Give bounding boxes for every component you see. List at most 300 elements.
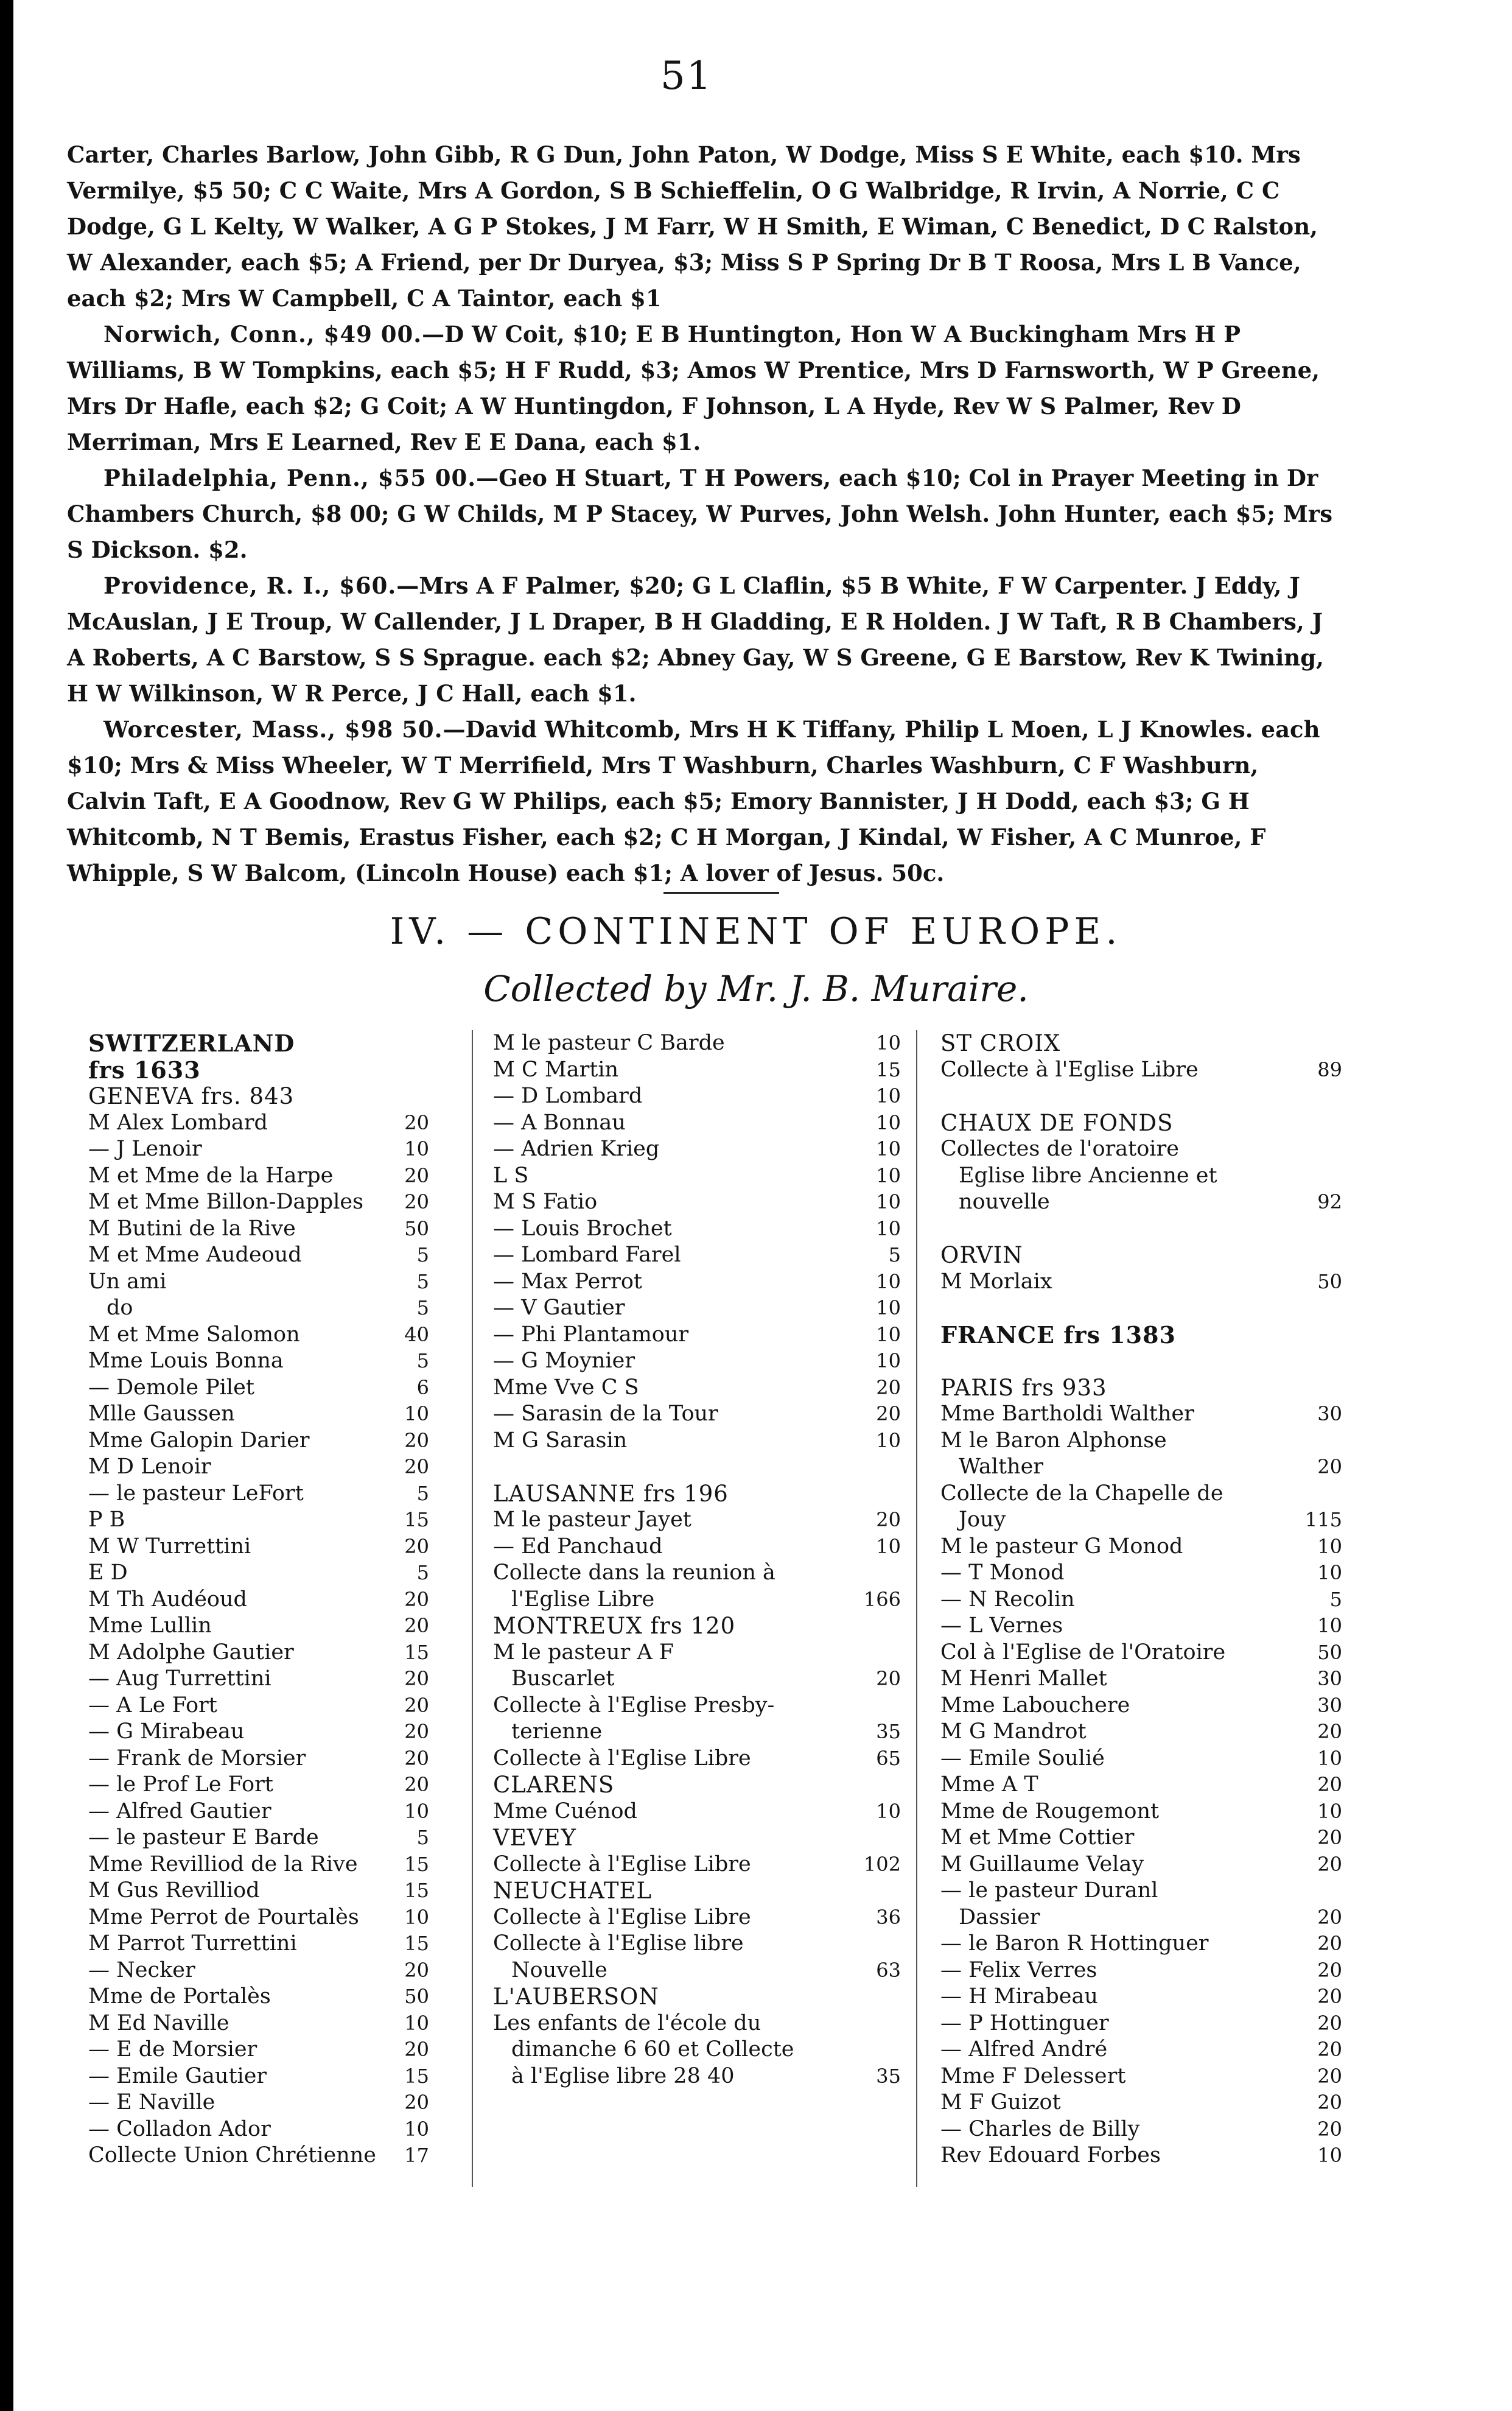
city-heading [493,1772,901,1799]
donor-name: M et Mme de la Harpe [88,1163,334,1188]
donor-name: — le Baron R Hottinguer [940,1931,1209,1956]
donor-name: Collecte à l'Eglise Libre [493,1746,751,1771]
donation-amount: 166 [863,1587,901,1611]
donation-entry [88,1401,429,1428]
donor-name: Mme Lullin [88,1613,212,1638]
donation-entry [88,1984,429,2010]
donor-name: Nouvelle [511,1957,607,1982]
donation-amount: 10 [876,1296,901,1319]
donor-name: Collecte de la Chapelle de [940,1481,1223,1506]
donor-name: Rev Edouard Forbes [940,2143,1161,2167]
donor-name: Collecte à l'Eglise Presby- [493,1693,775,1718]
donor-name: M G Mandrot [940,1719,1087,1744]
donor-name: Mme Galopin Darier [88,1428,310,1453]
city-heading [940,1030,1342,1057]
donation-entry [88,1587,429,1613]
donor-name: — le pasteur LeFort [88,1481,304,1506]
donation-amount: 35 [876,2064,901,2088]
donor-name: — Colladon Ador [88,2116,271,2141]
donation-amount: 20 [404,1428,429,1452]
column-rule [472,1030,473,2187]
donation-entry [88,1666,429,1693]
donation-entry [493,1799,901,1825]
donation-entry [940,1666,1342,1693]
donation-entry [88,1216,429,1243]
donation-entry [940,1640,1342,1666]
donor-name: Collecte Union Chrétienne [88,2143,376,2167]
donor-name: P B [88,1507,125,1532]
donor-name: nouvelle [959,1190,1050,1214]
paragraph-heading: Norwich, Conn., $49 00. [103,321,422,348]
donor-name: à l'Eglise libre 28 40 [511,2063,735,2088]
donation-amount: 63 [876,1958,901,1982]
donor-name: CLARENS [493,1772,615,1798]
donation-amount: 20 [404,1693,429,1717]
donor-name: — Emile Soulié [940,1746,1105,1771]
donation-entry [940,1587,1342,1613]
donation-entry [940,1269,1342,1296]
donation-entry [940,1481,1342,1507]
donation-entry [940,2116,1342,2143]
donation-amount: 20 [404,1534,429,1558]
donation-amount: 5 [416,1243,429,1266]
donation-entry [940,1984,1342,2010]
donation-amount: 20 [404,1190,429,1213]
donor-name: VEVEY [493,1825,576,1851]
collector-line: Collected by Mr. J. B. Muraire. [483,968,1029,1009]
donor-name: M et Mme Billon-Dapples [88,1190,364,1214]
donation-amount: 20 [1317,1852,1342,1876]
donor-name: Dassier [959,1904,1040,1929]
donor-name: — V Gautier [493,1296,625,1320]
page-number: 51 [660,54,713,99]
donation-amount: 10 [404,1799,429,1823]
donation-entry [88,1375,429,1402]
donation-amount: 30 [1317,1667,1342,1690]
donation-amount: 10 [1317,1561,1342,1584]
donation-amount: 10 [876,1163,901,1187]
donation-entry [493,1640,901,1666]
donation-amount: 15 [404,1508,429,1531]
donor-name: Collectes de l'oratoire [940,1137,1179,1161]
donation-entry [940,1057,1342,1084]
donation-entry [88,1507,429,1534]
donation-entry [493,1851,901,1878]
donation-entry [88,2143,429,2169]
donor-name: M le pasteur C Barde [493,1031,725,1055]
donation-entry [940,1534,1342,1560]
donation-entry [940,1163,1342,1190]
donation-amount: 5 [416,1269,429,1293]
donor-name: NEUCHATEL [493,1878,653,1904]
donation-entry [940,1851,1342,1878]
paragraph-philadelphia [67,460,1339,568]
donation-entry [493,1957,901,1984]
donation-entry [88,1799,429,1825]
donation-amount: 20 [876,1667,901,1690]
donation-entry [940,1560,1342,1587]
city-heading [493,1878,901,1904]
donor-name: SWITZERLAND [88,1030,295,1057]
donor-name: — N Recolin [940,1587,1075,1612]
donor-name: — Sarasin de la Tour [493,1402,718,1426]
donor-name: Mme Bartholdi Walther [940,1402,1194,1426]
donation-amount: 50 [404,1216,429,1240]
section-heading [88,1057,429,1084]
donor-name: do [107,1296,133,1320]
donation-entry [940,1957,1342,1984]
donation-amount: 20 [876,1402,901,1425]
donation-entry [88,1242,429,1269]
donation-amount: 10 [876,1216,901,1240]
donor-name: MONTREUX frs 120 [493,1613,736,1639]
donation-entry [493,1428,901,1455]
donation-amount: 15 [404,1852,429,1876]
donor-name: M le pasteur Jayet [493,1507,691,1532]
donation-amount: 20 [404,1958,429,1982]
donor-name: — E Naville [88,2090,215,2114]
donor-name: Mme Cuénod [493,1799,637,1823]
donation-entry [88,2063,429,2090]
donation-entry [88,1348,429,1375]
donation-entry [88,1189,429,1216]
donation-entry [493,1401,901,1428]
donor-name: M le Baron Alphonse [940,1428,1167,1453]
donor-name: — Max Perrot [493,1269,642,1294]
donation-entry [88,1295,429,1322]
donation-amount: 20 [1317,1905,1342,1929]
paragraph-text: —Mrs A F Palmer, $20; G L Claflin, $5 B White, F W Carpenter. J Eddy, J McAuslan, J E Troup, W Callender, J L Draper, B H Gladding, E R Holden. J W Taft, R B Chambers, J A Roberts, A C Barstow, S S Sprague. each $2; Abney Gay, W S Greene, G E Barstow, Rev K Twining, H W Wilkinson, W R Perce, J C Hall, each $1. [67,572,1324,707]
donor-name: Mme de Portalès [88,1984,271,2009]
donor-name: l'Eglise Libre [511,1587,655,1612]
donor-name: Mme F Delessert [940,2063,1126,2088]
donation-entry [940,2090,1342,2116]
donation-amount: 10 [1317,2144,1342,2167]
donation-entry [940,1295,1342,1322]
donor-name: — Lombard Farel [493,1243,681,1267]
donation-amount: 20 [1317,1985,1342,2008]
donation-amount: 20 [404,1587,429,1611]
donation-entry [493,1322,901,1349]
donation-entry [493,1242,901,1269]
donation-entry [940,2037,1342,2063]
donor-name: — Alfred André [940,2037,1108,2062]
donation-entry [88,1746,429,1772]
donor-name: — Alfred Gautier [88,1799,271,1823]
donation-entry [493,1057,901,1084]
donor-name: Collecte dans la reunion à [493,1560,775,1585]
donor-name: LAUSANNE frs 196 [493,1480,729,1507]
donor-name: — Necker [88,1957,195,1982]
donation-amount: 5 [416,1296,429,1319]
donation-entry [493,1587,901,1613]
donation-entry [493,1693,901,1719]
donor-name: M S Fatio [493,1190,598,1214]
donation-amount: 20 [404,1773,429,1796]
donor-name: Mme Labouchere [940,1693,1130,1718]
donation-amount: 89 [1317,1058,1342,1081]
donation-entry [493,1507,901,1534]
donation-entry [493,1216,901,1243]
donor-name: — Phi Plantamour [493,1322,689,1347]
donation-amount: 17 [404,2144,429,2167]
donation-amount: 10 [1317,1534,1342,1558]
donation-entry [88,1878,429,1904]
donor-name: M Alex Lombard [88,1110,268,1135]
donor-name: M Th Audéoud [88,1587,247,1612]
donation-entry [88,2090,429,2116]
donation-entry [493,2037,901,2063]
donation-entry [88,1904,429,1931]
donor-name: M Gus Revilliod [88,1878,260,1903]
donor-name: — G Moynier [493,1349,635,1373]
donation-amount: 10 [876,1031,901,1055]
donation-amount: 10 [1317,1799,1342,1823]
donation-amount: 20 [876,1375,901,1399]
donor-name: — A Le Fort [88,1693,217,1718]
paragraph-heading: Worcester, Mass., $98 50. [103,716,443,743]
donation-amount: 5 [888,1243,901,1266]
donor-name: M D Lenoir [88,1455,211,1479]
donation-amount: 35 [876,1720,901,1743]
donation-amount: 10 [1317,1614,1342,1637]
donor-name: — Frank de Morsier [88,1746,306,1771]
donation-entry [940,1719,1342,1746]
donation-amount: 20 [404,1667,429,1690]
donor-name: M Butini de la Rive [88,1216,296,1241]
donor-name: terienne [511,1719,603,1744]
donor-name: Buscarlet [511,1666,615,1691]
donation-amount: 20 [404,1163,429,1187]
donor-name: — T Monod [940,1560,1065,1585]
donation-entry [940,1772,1342,1799]
donation-column-2 [493,1030,901,2090]
donation-entry [88,1322,429,1349]
donation-entry [940,1348,1342,1375]
donor-name: M Morlaix [940,1269,1052,1294]
donation-entry [940,1083,1342,1110]
donor-name: Collecte à l'Eglise Libre [493,1851,751,1876]
donation-amount: 20 [404,1720,429,1743]
donation-amount: 15 [404,1932,429,1955]
donation-amount: 20 [404,2091,429,2114]
donation-amount: 15 [404,1640,429,1664]
donation-amount: 115 [1304,1508,1342,1531]
paragraph-worcester [67,712,1339,891]
donation-entry [88,1163,429,1190]
donor-name: M et Mme Cottier [940,1825,1135,1850]
city-heading [940,1242,1342,1269]
donor-name: — H Mirabeau [940,1984,1098,2009]
donor-name: L S [493,1163,529,1188]
donor-name: M le pasteur A F [493,1640,674,1665]
donation-entry [940,2063,1342,2090]
donor-name: — Demole Pilet [88,1375,254,1400]
donation-entry [493,1375,901,1402]
donor-name: — Felix Verres [940,1957,1097,1982]
donation-entry [940,1136,1342,1163]
donation-amount: 10 [876,1111,901,1134]
donor-name: dimanche 6 60 et Collecte [511,2037,794,2062]
donation-amount: 50 [1317,1640,1342,1664]
donation-entry [940,2010,1342,2037]
donation-entry [88,1110,429,1137]
donor-name: — Ed Panchaud [493,1534,663,1559]
donor-name: — Aug Turrettini [88,1666,271,1691]
donation-amount: 10 [876,1137,901,1160]
city-heading [940,1375,1342,1402]
paragraph-norwich [67,317,1339,460]
donation-entry [88,1957,429,1984]
donation-entry [493,1295,901,1322]
donation-entry [940,1401,1342,1428]
donor-name: Collecte à l'Eglise Libre [493,1904,751,1929]
donation-amount: 5 [416,1826,429,1849]
donation-amount: 20 [1317,2011,1342,2035]
donation-amount: 10 [404,1137,429,1160]
donation-amount: 65 [876,1746,901,1770]
donation-entry [493,2063,901,2090]
donation-entry [940,1189,1342,1216]
donation-column-1 [88,1030,429,2169]
donation-amount: 15 [876,1058,901,1081]
donation-entry [940,1746,1342,1772]
paragraph-providence [67,568,1339,712]
donation-entry [493,1110,901,1137]
donor-name: CHAUX DE FONDS [940,1109,1174,1136]
paragraph-text: —David Whitcomb, Mrs H K Tiffany, Philip L Moen, L J Knowles. each $10; Mrs & Miss Wheeler, W T Merrifield, Mrs T Washburn, Charles Washburn, C F Washburn, Calvin Taft, E A Goodnow, Rev G W Philips, each $5; Emory Bannister, J H Dodd, each $3; G H Whitcomb, N T Bemis, Erastus Fisher, each $2; C H Morgan, J Kindal, W Fisher, A C Munroe, F Whipple, S W Balcom, (Lincoln House) each $1; A lover of Jesus. 50c. [67,716,1320,886]
donation-amount: 5 [1329,1587,1342,1611]
donation-entry [88,1534,429,1560]
donor-name: — le pasteur Duranl [940,1878,1158,1903]
donation-amount: 20 [1317,1958,1342,1982]
donation-entry [940,1904,1342,1931]
donation-entry [493,1269,901,1296]
donation-amount: 50 [404,1985,429,2008]
donor-name: — le pasteur E Barde [88,1825,319,1850]
donation-entry [940,1878,1342,1904]
donation-entry [940,1454,1342,1481]
donor-name: L'AUBERSON [493,1984,659,2010]
donation-entry [493,1931,901,1957]
section-divider [663,892,779,894]
donation-entry [493,1560,901,1587]
donation-amount: 10 [876,1084,901,1107]
donor-name: — le Prof Le Fort [88,1772,273,1797]
donor-name: — D Lombard [493,1084,643,1108]
donor-name: — G Mirabeau [88,1719,245,1744]
donor-name: Un ami [88,1269,167,1294]
donation-entry [88,1825,429,1851]
donation-amount: 10 [876,1534,901,1558]
donor-name: Mme A T [940,1772,1038,1797]
donation-amount: 20 [1317,1932,1342,1955]
donation-entry [493,1534,901,1560]
donation-amount: 20 [876,1508,901,1531]
donation-entry [493,1030,901,1057]
donor-name: — Adrien Krieg [493,1137,660,1161]
donation-entry [88,1772,429,1799]
donor-name: ST CROIX [940,1030,1061,1056]
donation-amount: 5 [416,1349,429,1372]
donor-name: M Guillaume Velay [940,1851,1144,1876]
scan-edge-shadow [0,0,13,2411]
donation-amount: 20 [404,1455,429,1478]
city-heading [940,1110,1342,1137]
donation-amount: 6 [416,1375,429,1399]
donation-amount: 10 [876,1322,901,1346]
donation-entry [493,1454,901,1481]
donation-entry [940,1428,1342,1455]
donor-name: Mme Perrot de Pourtalès [88,1904,359,1929]
donation-entry [940,1507,1342,1534]
donation-amount: 30 [1317,1402,1342,1425]
city-heading [493,1984,901,2010]
donation-entry [88,2010,429,2037]
donation-entry [88,1560,429,1587]
donation-amount: 102 [863,1852,901,1876]
donor-name: GENEVA frs. 843 [88,1083,295,1109]
paragraph-text: —Geo H Stuart, T H Powers, each $10; Col in Prayer Meeting in Dr Chambers Church, $8 00; G W Childs, M P Stacey, W Purves, John Welsh. John Hunter, each $5; Mrs S Dickson. $2. [67,465,1333,563]
donation-entry [493,1666,901,1693]
donation-entry [493,1746,901,1772]
donor-name: Mme Revilliod de la Rive [88,1851,358,1876]
donation-amount: 20 [1317,2091,1342,2114]
donation-amount: 20 [1317,1826,1342,1849]
donation-amount: 20 [404,1614,429,1637]
donation-amount: 20 [404,2038,429,2061]
paragraph-new-york-continued [67,137,1339,317]
donation-entry [88,1136,429,1163]
donation-entry [88,2116,429,2143]
donation-amount: 5 [416,1561,429,1584]
donation-entry [88,1931,429,1957]
donation-entry [88,1640,429,1666]
donation-amount: 10 [876,1269,901,1293]
city-heading [493,1825,901,1851]
donation-amount: 10 [404,2117,429,2141]
donation-entry [493,1904,901,1931]
donor-name: — Louis Brochet [493,1216,672,1241]
donation-entry [940,1825,1342,1851]
donor-name: Mlle Gaussen [88,1402,235,1426]
donation-entry [88,1613,429,1640]
donation-entry [88,1851,429,1878]
donation-entry [940,1216,1342,1243]
donor-name: M W Turrettini [88,1534,251,1559]
donation-entry [88,2037,429,2063]
donor-name: M C Martin [493,1057,619,1082]
donation-entry [493,2010,901,2037]
donor-name: — E de Morsier [88,2037,257,2062]
donation-amount: 15 [404,1879,429,1902]
donation-amount: 10 [876,1799,901,1823]
donor-name: — J Lenoir [88,1137,202,1161]
donor-paragraphs [67,137,1339,891]
donor-name: PARIS frs 933 [940,1374,1107,1401]
donation-entry [940,1693,1342,1719]
donation-entry [88,1693,429,1719]
donation-amount: 20 [1317,2064,1342,2088]
city-heading [493,1481,901,1507]
paragraph-text: Carter, Charles Barlow, John Gibb, R G Dun, John Paton, W Dodge, Miss S E White, each $10. Mrs Vermilye, $5 50; C C Waite, Mrs A Gordon, S B Schieffelin, O G Walbridge, R Irvin, A Norrie, C C Dodge, G L Kelty, W Walker, A G P Stokes, J M Farr, W H Smith, E Wiman, C Benedict, D C Ralston, W Alexander, each $5; A Friend, per Dr Duryea, $3; Miss S P Spring Dr B T Roosa, Mrs L B Vance, each $2; Mrs W Campbell, C A Taintor, each $1 [67,141,1318,312]
donor-name: — L Vernes [940,1613,1063,1638]
donation-entry [88,1481,429,1507]
donor-name: — Emile Gautier [88,2063,267,2088]
donation-amount: 92 [1317,1190,1342,1213]
donor-name: Jouy [959,1507,1006,1532]
donation-amount: 30 [1317,1693,1342,1717]
